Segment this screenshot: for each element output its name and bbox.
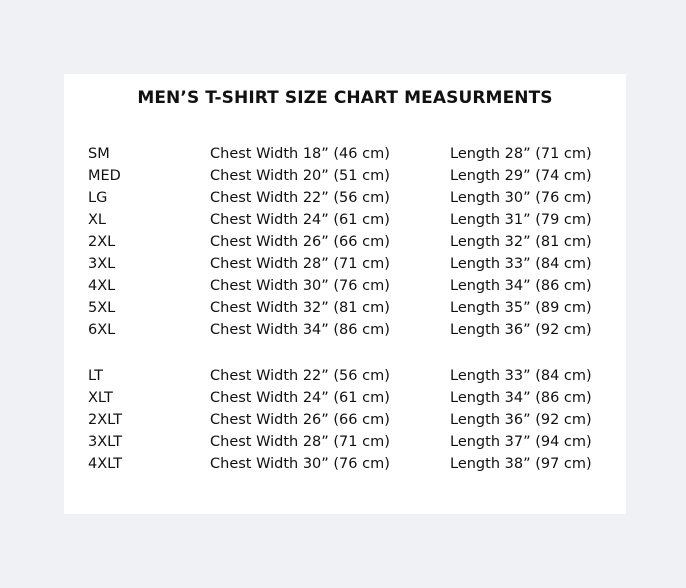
- size-chart-card: [64, 74, 626, 514]
- length: Length 36” (92 cm): [450, 322, 592, 338]
- table-row-4xlt: [64, 453, 626, 475]
- length: Length 29” (74 cm): [450, 168, 592, 184]
- table-row-6xl: [64, 319, 626, 341]
- length: Length 34” (86 cm): [450, 278, 592, 294]
- chest-width: Chest Width 28” (71 cm): [210, 256, 390, 272]
- size-label: LG: [88, 190, 108, 206]
- table-row-3xlt: [64, 431, 626, 453]
- chart-title: MEN’S T-SHIRT SIZE CHART MEASURMENTS: [137, 88, 553, 108]
- chest-width: Chest Width 18” (46 cm): [210, 146, 390, 162]
- chest-width: Chest Width 22” (56 cm): [210, 368, 390, 384]
- chest-width: Chest Width 32” (81 cm): [210, 300, 390, 316]
- table-row-xl: [64, 209, 626, 231]
- length: Length 28” (71 cm): [450, 146, 592, 162]
- chest-width: Chest Width 34” (86 cm): [210, 322, 390, 338]
- table-row-med: [64, 165, 626, 187]
- table-row-lt: [64, 365, 626, 387]
- size-label: MED: [88, 168, 121, 184]
- table-row-xlt: [64, 387, 626, 409]
- length: Length 37” (94 cm): [450, 434, 592, 450]
- length: Length 35” (89 cm): [450, 300, 592, 316]
- chest-width: Chest Width 26” (66 cm): [210, 412, 390, 428]
- chest-width: Chest Width 26” (66 cm): [210, 234, 390, 250]
- length: Length 36” (92 cm): [450, 412, 592, 428]
- size-label: 4XLT: [88, 456, 123, 472]
- chest-width: Chest Width 24” (61 cm): [210, 390, 390, 406]
- size-label: 4XL: [88, 278, 116, 294]
- length: Length 33” (84 cm): [450, 256, 592, 272]
- table-row-2xl: [64, 231, 626, 253]
- size-label: XLT: [88, 390, 113, 406]
- length: Length 31” (79 cm): [450, 212, 592, 228]
- size-label: 3XLT: [88, 434, 123, 450]
- length: Length 33” (84 cm): [450, 368, 592, 384]
- table-row-5xl: [64, 297, 626, 319]
- size-label: 2XL: [88, 234, 116, 250]
- length: Length 38” (97 cm): [450, 456, 592, 472]
- table-row-sm: [64, 143, 626, 165]
- size-label: SM: [88, 146, 110, 162]
- chest-width: Chest Width 30” (76 cm): [210, 278, 390, 294]
- size-label: 2XLT: [88, 412, 123, 428]
- size-label: 3XL: [88, 256, 116, 272]
- length: Length 32” (81 cm): [450, 234, 592, 250]
- length: Length 34” (86 cm): [450, 390, 592, 406]
- size-label: XL: [88, 212, 107, 228]
- table-row-4xl: [64, 275, 626, 297]
- chest-width: Chest Width 20” (51 cm): [210, 168, 390, 184]
- table-row-lg: [64, 187, 626, 209]
- chest-width: Chest Width 30” (76 cm): [210, 456, 390, 472]
- chest-width: Chest Width 28” (71 cm): [210, 434, 390, 450]
- chest-width: Chest Width 24” (61 cm): [210, 212, 390, 228]
- size-label: 5XL: [88, 300, 116, 316]
- chest-width: Chest Width 22” (56 cm): [210, 190, 390, 206]
- length: Length 30” (76 cm): [450, 190, 592, 206]
- size-label: LT: [88, 368, 103, 384]
- size-label: 6XL: [88, 322, 116, 338]
- table-row-3xl: [64, 253, 626, 275]
- table-row-2xlt: [64, 409, 626, 431]
